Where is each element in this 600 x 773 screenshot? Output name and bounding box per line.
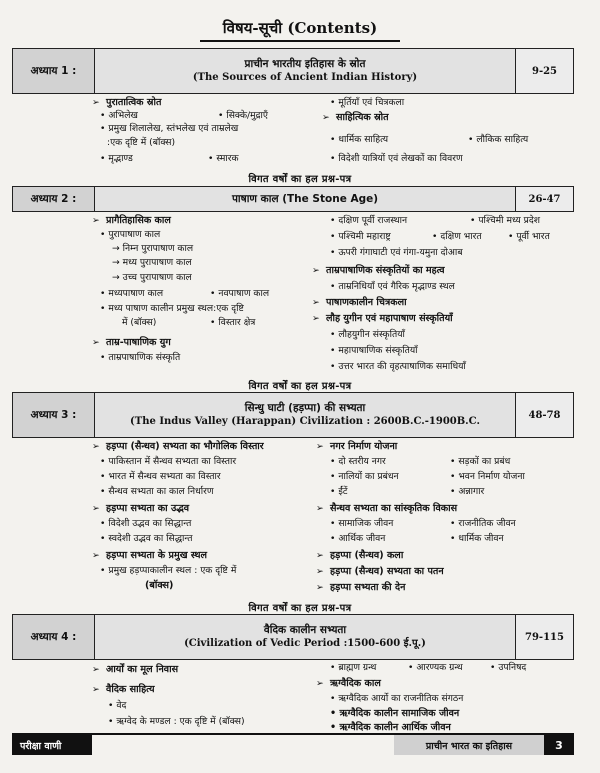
chapter-2-header [12,186,574,212]
chapter-title-hindi: वैदिक कालीन सभ्यता [263,624,347,637]
list-item: ब्राह्मण ग्रन्थ [338,662,377,673]
title-underline [200,40,400,42]
topic-heading: हड़प्पा (सैन्धव) सभ्यता का पतन [330,566,444,577]
chapter-pages: 48-78 [515,393,573,437]
chapter-3-header [12,392,574,438]
list-item: भारत में सैन्धव सभ्यता का विस्तार [108,471,221,482]
list-item: सैन्धव सभ्यता का काल निर्धारण [108,486,214,497]
list-item: पश्चिमी मध्य प्रदेश [478,215,541,226]
list-item: धार्मिक साहित्य [338,134,389,145]
topic-heading: साहित्यिक स्रोत [336,112,389,123]
chapter-1-header [12,48,574,94]
list-item: दक्षिण भारत [440,231,482,242]
chapter-title [95,393,515,437]
list-item: :एक दृष्टि में (बॉक्स) [107,137,176,148]
list-item: पाकिस्तान में सैन्धव सभ्यता का विस्तार [108,456,237,467]
topic-heading: प्रागैतिहासिक काल [106,215,171,226]
list-item: (बॉक्स) [145,580,174,591]
list-item: लौहयुगीन संस्कृतियाँ [338,329,405,340]
chapter-title-english: (The Indus Valley (Harappan) Civilization : 2600B.C.-1900B.C. [130,416,480,428]
topic-heading: हड़प्पा (सैन्धव) सभ्यता का भौगोलिक विस्तार [106,441,264,452]
chapter-title-hindi: सिन्धु घाटी (हड़प्पा) की सभ्यता [244,402,366,415]
chapter-label: अध्याय 4 : [13,615,95,659]
list-item: विदेशी यात्रियों एवं लेखकों का विवरण [338,153,463,164]
topic-heading: हड़प्पा (सैन्धव) कला [330,550,404,561]
list-item: में (बॉक्स) [122,317,157,328]
list-item: विदेशी उद्भव का सिद्धान्त [108,518,192,529]
list-item: ताम्रनिधियाँ एवं गैरिक मृद्भाण्ड स्थल [338,281,455,292]
topic-heading: हड़प्पा सभ्यता का उद्भव [106,503,190,514]
list-item: पुरापाषाण काल [108,229,161,240]
topic-heading: हड़प्पा सभ्यता के प्रमुख स्थल [106,550,208,561]
list-item: अभिलेख [108,110,138,121]
list-item: प्रमुख शिलालेख, स्तंभलेख एवं ताम्रलेख [108,123,239,134]
list-item: उच्च पुरापाषाण काल [122,272,192,283]
list-item: अन्नागार [458,486,485,497]
solved-papers-heading: विगत वर्षों का हल प्रश्न-पत्र [248,381,352,392]
list-item: उपनिषद [498,662,527,673]
list-item: प्रमुख हड़प्पाकालीन स्थल : एक दृष्टि में [108,565,237,576]
publisher-name: परीक्षा वाणी [12,735,92,755]
page-footer [12,733,574,755]
chapter-title [95,615,515,659]
list-item: विस्तार क्षेत्र [218,317,256,328]
topic-heading: ताम्रपाषाणिक संस्कृतियों का महत्व [326,265,445,276]
list-item: ईंटें [338,486,348,497]
chapter-pages: 9-25 [515,49,573,93]
list-item: ऋग्वैदिक कालीन सामाजिक जीवन [339,708,460,719]
solved-papers-heading: विगत वर्षों का हल प्रश्न-पत्र [248,174,352,185]
chapter-title-english: (The Sources of Ancient Indian History) [192,72,418,84]
topic-heading: हड़प्पा सभ्यता की देन [330,582,406,593]
list-item: दक्षिण पूर्वी राजस्थान [338,215,408,226]
list-item: मध्यपाषाण काल [108,288,164,299]
solved-papers-heading: विगत वर्षों का हल प्रश्न-पत्र [248,603,352,614]
list-item: आर्थिक जीवन [338,533,386,544]
page-title: विषय-सूची (Contents) [222,19,378,37]
chapter-title [95,187,515,211]
list-item: मूर्तियाँ एवं चित्रकला [338,97,405,108]
topic-heading: सैन्धव सभ्यता का सांस्कृतिक विकास [330,503,458,514]
list-item: ऋग्वैदिक आर्यो का राजनीतिक संगठन [338,693,464,704]
list-item: ऋग्वेद के मण्डल : एक दृष्टि में (बॉक्स) [116,716,245,727]
topic-heading: ऋग्वैदिक काल [330,678,381,689]
list-item: लौकिक साहित्य [476,134,529,145]
list-item: भवन निर्माण योजना [458,471,525,482]
list-item: महापाषाणिक संस्कृतियाँ [338,345,418,356]
list-item: नवपाषाण काल [218,288,270,299]
chapter-label: अध्याय 2 : [13,187,95,211]
list-item: राजनीतिक जीवन [458,518,516,529]
list-item: वेद [116,700,127,711]
topic-heading: वैदिक साहित्य [106,684,155,695]
chapter-title [95,49,515,93]
chapter-pages: 26-47 [515,187,573,211]
list-item: नालियों का प्रबंधन [338,471,399,482]
list-item: मध्य पाषाण कालीन प्रमुख स्थल:एक दृष्टि [108,303,244,314]
topic-heading: आर्यों का मूल निवास [106,664,179,675]
topic-heading: पाषाणकालीन चित्रकला [326,297,407,308]
chapter-label: अध्याय 3 : [13,393,95,437]
topic-heading: नगर निर्माण योजना [330,441,398,452]
list-item: स्मारक [216,153,239,164]
list-item: मध्य पुरापाषाण काल [122,257,192,268]
list-item: ऊपरी गंगाघाटी एवं गंगा-यमुना दोआब [338,247,463,258]
list-item: सड़कों का प्रबंध [458,456,511,467]
list-item: मृद्भाण्ड [108,153,133,164]
list-item: उत्तर भारत की वृहत्पाषाणिक समाधियाँ [338,361,466,372]
list-item: निम्न पुरापाषाण काल [122,243,194,254]
chapter-label: अध्याय 1 : [13,49,95,93]
list-item: पूर्वी भारत [516,231,550,242]
book-title: प्राचीन भारत का इतिहास [394,735,544,755]
topic-heading: लौह युगीन एवं महापाषाण संस्कृतियाँ [326,313,453,324]
chapter-4-header [12,614,574,660]
list-item: धार्मिक जीवन [458,533,504,544]
topic-heading: पुरातात्विक स्रोत [106,97,162,108]
list-item: सामाजिक जीवन [338,518,394,529]
list-item: सिक्के/मुद्राएँ [226,110,268,121]
topic-heading: ताम्र-पाषाणिक युग [106,337,171,348]
list-item: ऋग्वैदिक कालीन आर्थिक जीवन [339,722,451,733]
list-item: पश्चिमी महाराष्ट्र [338,231,391,242]
list-item: आरण्यक ग्रन्थ [416,662,463,673]
chapter-title-english: (Civilization of Vedic Period :1500-600 ई.पू.) [184,638,426,650]
chapter-title-hindi: प्राचीन भारतीय इतिहास के स्रोत [244,58,366,71]
list-item: स्वदेशी उद्भव का सिद्धान्त [108,533,193,544]
chapter-title-hindi: पाषाण काल (The Stone Age) [231,192,379,205]
chapter-pages: 79-115 [515,615,573,659]
list-item: दो स्तरीय नगर [338,456,386,467]
list-item: ताम्रपाषाणिक संस्कृति [108,352,181,363]
page-number: 3 [544,735,574,755]
